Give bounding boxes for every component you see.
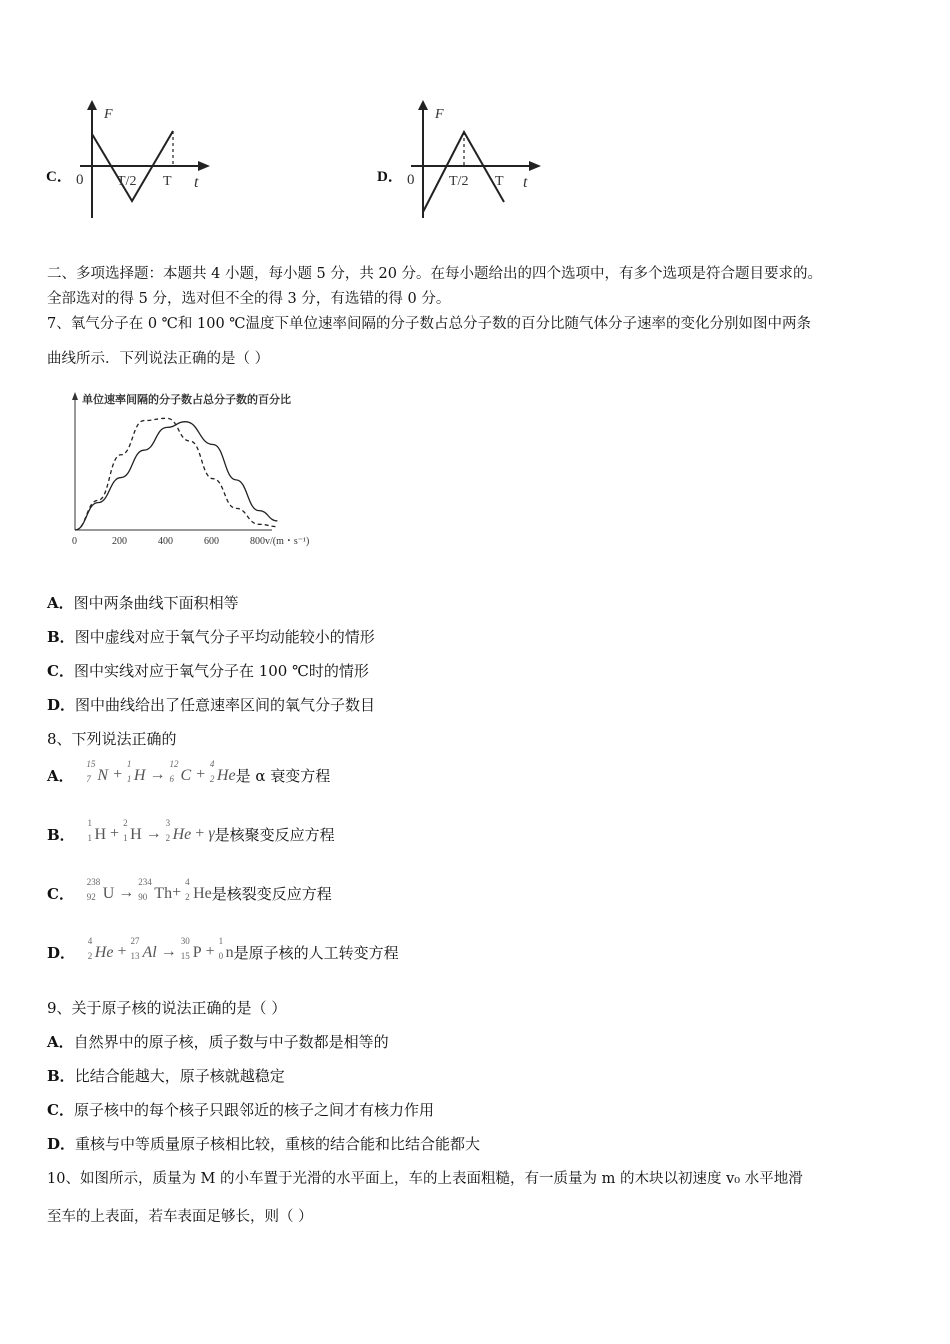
q9-option-d-label: D． bbox=[47, 1135, 76, 1153]
q7-option-d bbox=[47, 694, 375, 715]
chart-x-label: v/(m・s⁻¹) bbox=[265, 536, 310, 547]
x-tick-label-200: 200 bbox=[112, 536, 127, 547]
series-dashed-line bbox=[75, 418, 277, 530]
q9-option-c-label: C． bbox=[47, 1101, 74, 1119]
q8-option-c-text: 是核裂变反应方程 bbox=[211, 885, 332, 903]
graph-d-t-arrow bbox=[529, 161, 541, 171]
q8-equation-d: 4 2 He + 27 13 Al → 30 15 P + 1 0 n bbox=[87, 935, 234, 961]
q9-option-d bbox=[47, 1133, 480, 1154]
graph-d-taxis: t bbox=[523, 174, 528, 191]
q7-option-b bbox=[47, 626, 375, 647]
q9-option-b-text: 比结合能越大，原子核就越稳定 bbox=[74, 1067, 285, 1085]
graph-d-f-arrow bbox=[418, 100, 428, 110]
q9-option-a bbox=[47, 1031, 389, 1052]
q8-option-d-label: D． bbox=[47, 944, 76, 962]
q8-option-c-label: C． bbox=[47, 885, 74, 903]
q9-option-b-label: B． bbox=[47, 1067, 75, 1085]
q8-option-d bbox=[47, 935, 399, 963]
q10-stem-2: 至车的上表面，若车表面足够长，则（ ） bbox=[47, 1209, 313, 1225]
x-tick-label-800: 800 bbox=[250, 536, 265, 547]
q9-option-b bbox=[47, 1065, 285, 1086]
q7-stem-1: 7、氧气分子在 0 ℃和 100 ℃温度下单位速率间隔的分子数占总分子数的百分比随气体分子速率的变化分别如图中两条 bbox=[47, 316, 811, 332]
q9-option-d-text: 重核与中等质量原子核相比较，重核的结合能和比结合能都大 bbox=[75, 1135, 481, 1153]
q9-option-a-label: A． bbox=[47, 1033, 74, 1051]
graph-d-f-label: F bbox=[435, 107, 444, 122]
q10-stem-1: 10、如图所示，质量为 M 的小车置于光滑的水平面上，车的上表面粗糙，有一质量为 m 的木块以初速度 v₀ 水平地滑 bbox=[47, 1171, 803, 1187]
graph-d-tfull: T bbox=[495, 174, 504, 189]
graph-c bbox=[70, 98, 220, 223]
q8-option-b-label: B． bbox=[47, 826, 75, 844]
graph-c-zero: 0 bbox=[76, 172, 84, 188]
graph-c-f-label: F bbox=[104, 107, 113, 122]
q7-option-d-text: 图中曲线给出了任意速率区间的氧气分子数目 bbox=[75, 696, 376, 714]
q8-option-b bbox=[47, 817, 335, 845]
q8-equation-b: 1 1 H + 2 1 H → 3 2 He + γ bbox=[87, 817, 215, 843]
series-solid-line bbox=[75, 422, 277, 530]
q8-option-b-text: 是核聚变反应方程 bbox=[214, 826, 335, 844]
x-tick-label-600: 600 bbox=[204, 536, 219, 547]
q8-option-a-text: 是 α 衰变方程 bbox=[235, 767, 331, 785]
option-d-label: D． bbox=[377, 169, 403, 185]
graph-d-zero: 0 bbox=[407, 172, 415, 188]
graph-c-taxis: t bbox=[194, 174, 199, 191]
q8-option-c bbox=[47, 876, 332, 904]
x-tick-label-0: 0 bbox=[72, 536, 77, 547]
q7-option-c-label: C． bbox=[47, 662, 74, 680]
graph-c-f-arrow bbox=[87, 100, 97, 110]
chart-title: 单位速率间隔的分子数占总分子数的百分比 bbox=[82, 393, 291, 406]
q7-stem-2: 曲线所示．下列说法正确的是（ ） bbox=[47, 351, 270, 367]
q9-stem: 9、关于原子核的说法正确的是（ ） bbox=[47, 999, 287, 1017]
graph-d-thalf: T/2 bbox=[449, 174, 469, 189]
q7-option-b-text: 图中虚线对应于氧气分子平均动能较小的情形 bbox=[74, 628, 375, 646]
q9-option-c bbox=[47, 1099, 434, 1120]
q7-option-a bbox=[47, 592, 239, 613]
q8-option-a bbox=[47, 758, 331, 786]
q7-option-a-label: A． bbox=[47, 594, 74, 612]
q8-option-a-label: A． bbox=[47, 767, 74, 785]
graph-c-tfull: T bbox=[163, 174, 172, 189]
q7-option-b-label: B． bbox=[47, 628, 75, 646]
q7-option-a-text: 图中两条曲线下面积相等 bbox=[73, 594, 239, 612]
velocity-distribution-chart bbox=[62, 386, 332, 551]
q8-option-d-text: 是原子核的人工转变方程 bbox=[233, 944, 399, 962]
chart-y-arrow bbox=[72, 392, 78, 400]
section2-line1: 二、多项选择题：本题共 4 小题，每小题 5 分，共 20 分。在每小题给出的四个选项中，有多个选项是符合题目要求的。 bbox=[47, 266, 823, 282]
q9-option-c-text: 原子核中的每个核子只跟邻近的核子之间才有核力作用 bbox=[73, 1101, 434, 1119]
q9-option-a-text: 自然界中的原子核，质子数与中子数都是相等的 bbox=[73, 1033, 389, 1051]
q7-option-c-text: 图中实线对应于氧气分子在 100 ℃时的情形 bbox=[73, 662, 369, 680]
x-tick-label-400: 400 bbox=[158, 536, 173, 547]
q7-option-d-label: D． bbox=[47, 696, 76, 714]
graph-c-t-arrow bbox=[198, 161, 210, 171]
graph-c-thalf: T/2 bbox=[117, 174, 137, 189]
q8-equation-c: 238 92 U → 234 90 Th+ 4 2 He bbox=[86, 876, 212, 902]
q7-option-c bbox=[47, 660, 369, 681]
q8-equation-a: 15 7 N + 1 1 H → 12 6 C + 4 2 He bbox=[86, 758, 236, 784]
q8-stem: 8、下列说法正确的 bbox=[47, 730, 177, 748]
section2-line2: 全部选对的得 5 分，选对但不全的得 3 分，有选错的得 0 分。 bbox=[47, 291, 451, 307]
option-c-label: C． bbox=[46, 169, 72, 185]
graph-d bbox=[401, 98, 551, 223]
